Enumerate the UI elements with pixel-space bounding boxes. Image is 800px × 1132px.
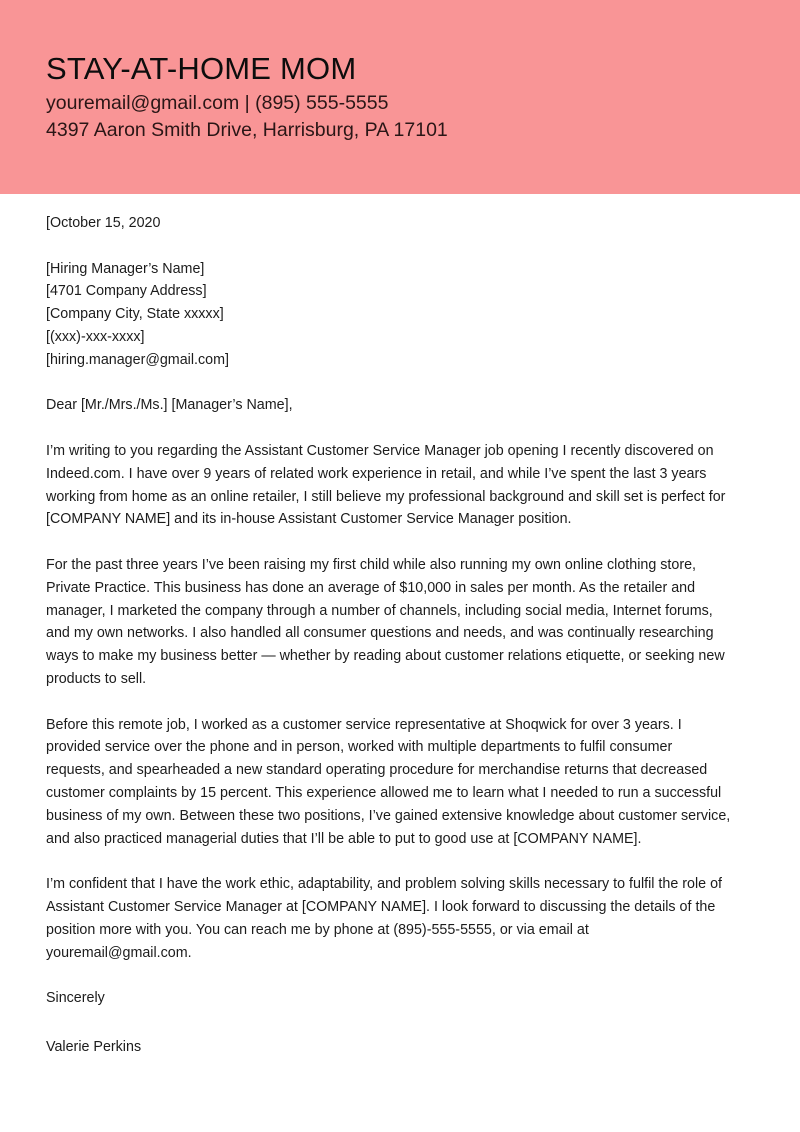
contact-email: youremail@gmail.com [46, 92, 240, 114]
contact-separator: | [244, 92, 250, 114]
recipient-address: [4701 Company Address] [46, 283, 207, 300]
closing: Sincerely [46, 990, 105, 1007]
paragraph-intro [46, 440, 764, 531]
contact-email-phone [46, 90, 388, 116]
paragraph-line: customer complaints by 15 percent. This experience allowed me to learn what I needed to run a successful [46, 784, 722, 801]
paragraph-line: requests, and spearheaded a new standard operating procedure for merchandise returns that decreased [46, 762, 708, 779]
paragraph-line: position more with you. You can reach me by phone at (895)-555-5555, or via email at [46, 921, 589, 938]
signature: Valerie Perkins [46, 1038, 142, 1055]
paragraph-line: Indeed.com. I have over 9 years of related work experience in retail, and while I’ve spent the last 3 years [46, 465, 707, 482]
paragraph-previous-job [46, 714, 764, 851]
recipient-phone: [(xxx)-xxx-xxxx] [46, 328, 145, 345]
paragraph-line: and also practiced managerial duties that I’ll be able to put to good use at [COMPANY NAME]. [46, 830, 642, 847]
recipient-city-state: [Company City, State xxxxx] [46, 306, 224, 323]
paragraph-line: youremail@gmail.com. [46, 944, 192, 961]
paragraph-line: I’m writing to you regarding the Assistant Customer Service Manager job opening I recently discovered on [46, 442, 714, 459]
paragraph-line: provided service over the phone and in person, worked with multiple departments to fulfil consumer [46, 739, 673, 756]
letter-body [46, 212, 764, 1081]
paragraph-line: [COMPANY NAME] and its in-house Assistant Customer Service Manager position. [46, 511, 572, 528]
paragraph-line: I’m confident that I have the work ethic, adaptability, and problem solving skills necessary to fulfil the role of [46, 876, 723, 893]
paragraph-line: Private Practice. This business has done an average of $10,000 in sales per month. As the retailer and [46, 579, 696, 596]
paragraph-current-business [46, 554, 764, 691]
letter-date: [October 15, 2020 [46, 215, 161, 231]
paragraph-line: ways to make my business better — whether by reading about customer relations etiquette, or seeking new [46, 648, 725, 665]
paragraph-line: working from home as an online retailer, I still believe my professional background and skill set is perfect for [46, 488, 726, 505]
paragraph-line: manager, I marketed the company through a number of channels, including social media, Internet forums, [46, 602, 713, 619]
contact-address: 4397 Aaron Smith Drive, Harrisburg, PA 17101 [46, 119, 448, 141]
paragraph-line: Before this remote job, I worked as a customer service representative at Shoqwick for over 3 years. I [46, 716, 682, 733]
header-banner [0, 0, 800, 194]
paragraph-line: and my own networks. I also handled all consumer questions and needs, and was continually researching [46, 625, 714, 642]
paragraph-line: products to sell. [46, 670, 147, 687]
paragraph-line: business of my own. Between these two positions, I’ve gained extensive knowledge about customer service, [46, 807, 731, 824]
recipient-email: [hiring.manager@gmail.com] [46, 351, 229, 368]
contact-phone: (895) 555-5555 [255, 92, 389, 114]
salutation: Dear [Mr./Mrs./Ms.] [Manager’s Name], [46, 397, 293, 414]
paragraph-closing [46, 873, 764, 964]
paragraph-line: For the past three years I’ve been raising my first child while also running my own online clothing store, [46, 556, 697, 573]
applicant-title: STAY-AT-HOME MOM [46, 51, 357, 86]
recipient-name: [Hiring Manager’s Name] [46, 260, 205, 277]
paragraph-line: Assistant Customer Service Manager at [COMPANY NAME]. I look forward to discussing the details of the [46, 898, 716, 915]
